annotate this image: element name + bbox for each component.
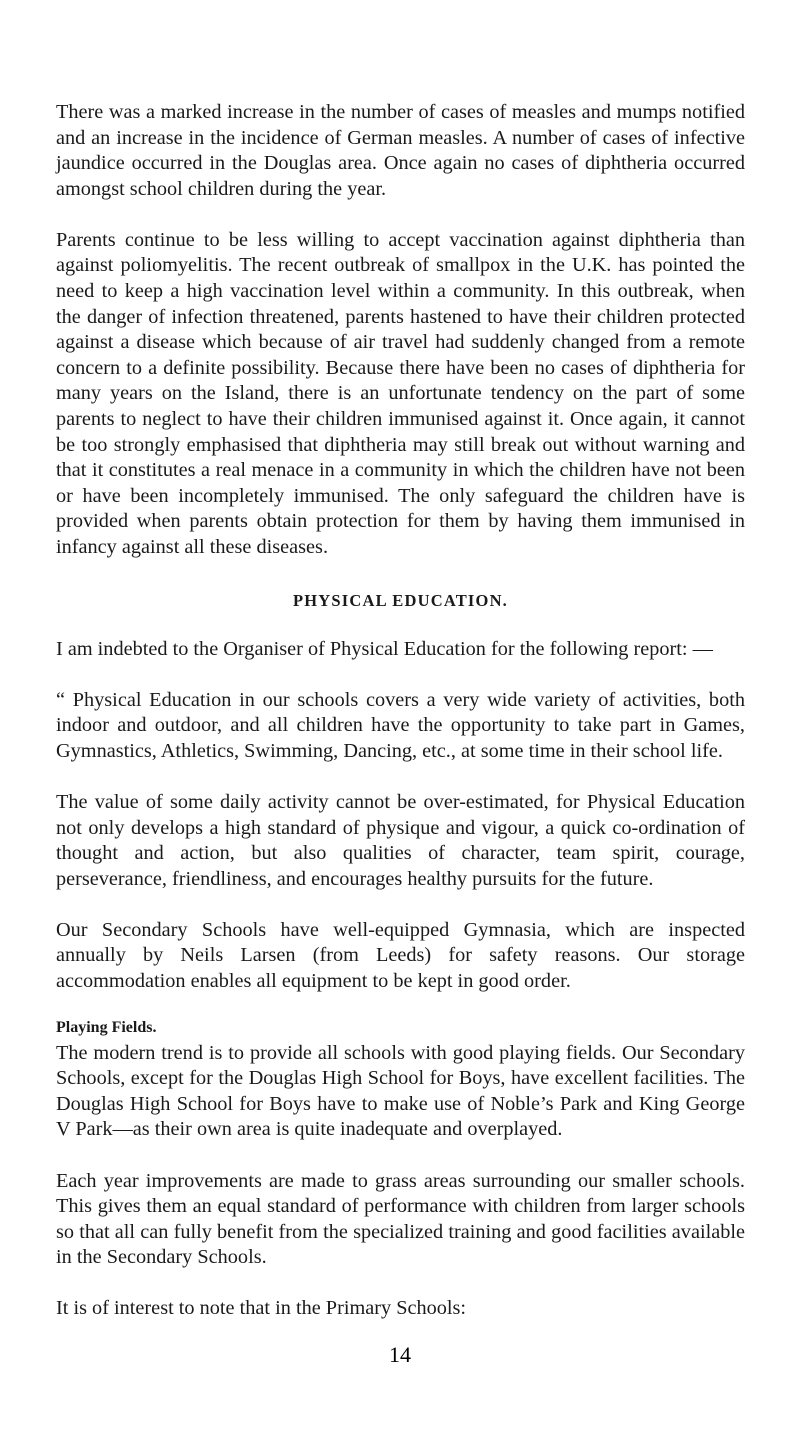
page-number: 14 <box>389 1342 411 1367</box>
paragraph-pe-activities: “ Physical Education in our schools covers a very wide variety of activities, both indoor and outdoor, and all children have the opportunity to take part in Games, Gymnastics, Athletics, Swimming, Dancing, etc., at some time in their school life. <box>56 688 745 762</box>
paragraph-gymnasia: Our Secondary Schools have well-equipped Gymnasia, which are inspected annually by Neils Larsen (from Leeds) for safety reasons. Our storage accommodation enables all equipment to be kept in good order. <box>56 918 745 993</box>
section-heading-physical-education: PHYSICAL EDUCATION. <box>292 590 509 610</box>
paragraph-vaccination: Parents continue to be less willing to accept vaccination against diphtheria than against poliomyelitis. The recent outbreak of smallpox in the U.K. has pointed the need to keep a high vaccination level within a community. In this outbreak, when the danger of infection threatened, parents hastened to have their children protected against a disease which because of air travel had suddenly changed from a remote concern to a definite possibility. Because there have been no cases of diphtheria for many years on the Island, there is an unfortunate tendency on the part of some parents to neglect to have their children immunised against it. Once again, it cannot be too strongly emphasised that diphtheria may still break out without warning and that it constitutes a real menace in a community in which the children have not been or have been incompletely immunised. The only safeguard the children have is provided when parents obtain protection for them by having them immunised in infancy against all these diseases. <box>56 228 745 558</box>
paragraph-measles: There was a marked increase in the number of cases of measles and mumps notified and an increase in the incidence of German measles. A number of cases of infective jaundice occurred in the Douglas area. Once again no cases of diphtheria occurred amongst school children during the year. <box>56 101 745 200</box>
paragraph-improvements: Each year improvements are made to grass areas surrounding our smaller schools. This gives them an equal standard of performance with children from larger schools so that all can fully benefit from the specialized training and good facilities available in the Secondary Schools. <box>56 1169 745 1269</box>
paragraph-report-intro: I am indebted to the Organiser of Physical Education for the following report: — <box>56 637 713 660</box>
paragraph-primary-schools: It is of interest to note that in the Primary Schools: <box>56 1297 467 1320</box>
paragraph-modern-trend: The modern trend is to provide all schools with good playing fields. Our Secondary Schools, except for the Douglas High School for Boys, have excellent facilities. The Douglas High School for Boys have to make use of Noble’s Park and King George V Park—as their own area is quite inadequate and overplayed. <box>56 1041 745 1141</box>
paragraph-pe-value: The value of some daily activity cannot be over-estimated, for Physical Education not only develops a high standard of physique and vigour, a quick co-ordination of thought and action, but also qualities of character, team spirit, courage, perseverance, friendliness, and encourages healthy pursuits for the future. <box>56 790 745 890</box>
sub-heading-playing-fields: Playing Fields. <box>56 1018 157 1036</box>
